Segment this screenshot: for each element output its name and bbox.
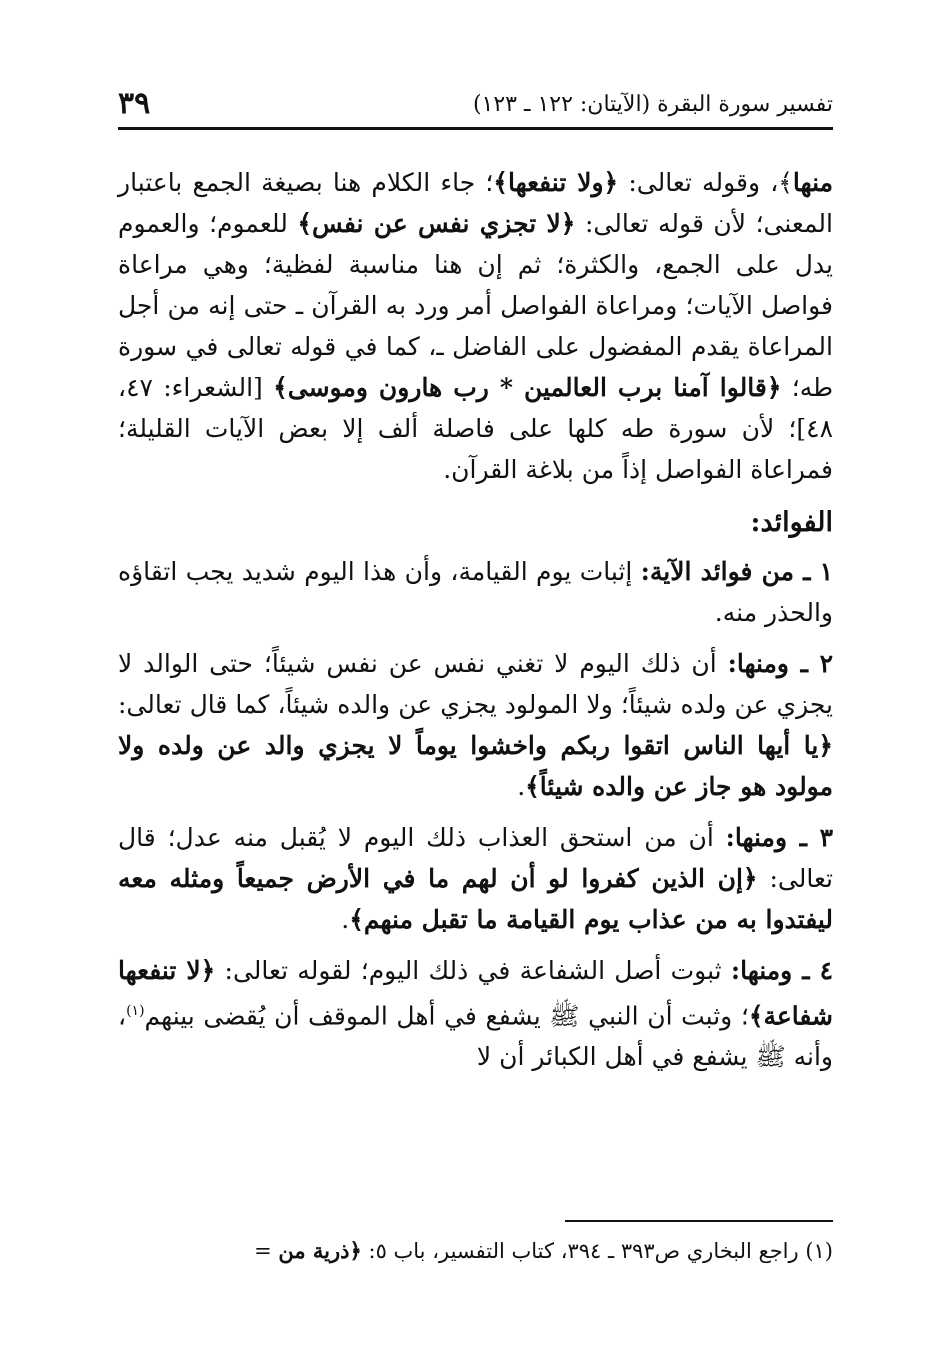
benefit-text: إثبات يوم القيامة، وأن هذا اليوم شديد يجب اتقاؤه والحذر منه.	[118, 557, 833, 627]
benefit-text: أن من استحق العذاب ذلك اليوم لا يُقبل منه عدل؛ قال تعالى:	[118, 823, 833, 893]
benefit-item-4	[118, 950, 833, 1077]
section-heading: الفوائد:	[750, 507, 833, 538]
benefit-lead: ٣ ـ ومنها:	[725, 823, 833, 852]
verse-quote: ﴿إن الذين كفروا لو أن لهم ما في الأرض جميعاً ومثله معه ليفتدوا به من عذاب يوم القيامة ما تقبل منهم﴾	[118, 864, 833, 934]
footnote-continuation: =	[254, 1239, 279, 1263]
footnote	[118, 1236, 833, 1266]
benefit-text: ؛ وثبت أن النبي ﷺ يشفع في أهل الموقف أن يُقضى بينهم	[144, 1001, 749, 1031]
verse-quote: ﴿ولا تنفعها﴾	[493, 168, 619, 197]
footnote-verse: ﴿ذرية من	[278, 1238, 362, 1263]
footnote-text: (١) راجع البخاري ص٣٩٣ ـ ٣٩٤، كتاب التفسير، باب ٥:	[361, 1239, 833, 1263]
verse-quote: ﴿يا أيها الناس اتقوا ربكم واخشوا يوماً لا يجزي والد عن ولده ولا مولود هو جاز عن والده شيئاً﴾	[118, 731, 833, 801]
page-body	[118, 162, 833, 1077]
intro-text: ؛ جاء الكلام هنا بصيغة الجمع باعتبار المعنى؛ لأن قوله تعالى:	[118, 168, 833, 238]
page-number: ٣٩	[118, 86, 151, 121]
verse-quote: ﴿لا تنفعها شفاعة﴾	[118, 956, 833, 1031]
header-title: تفسير سورة البقرة (الآيتان: ١٢٢ ـ ١٢٣)	[472, 92, 833, 117]
benefit-item-3	[118, 817, 833, 940]
footnote-rule	[565, 1220, 833, 1222]
verse-quote: ﴿لا تجزي نفس عن نفس﴾	[297, 209, 576, 238]
verse-quote: ﴿قالوا آمنا برب العالمين * رب هارون وموسى﴾	[273, 373, 782, 402]
footnote-ref: (١)	[126, 1003, 145, 1019]
running-header	[118, 86, 833, 126]
intro-text: ﴾، وقوله تعالى:	[618, 168, 793, 197]
intro-paragraph	[118, 162, 833, 490]
benefit-item-1	[118, 551, 833, 633]
benefit-item-2	[118, 643, 833, 807]
benefit-end: .	[341, 905, 350, 934]
benefit-lead: ١ ـ من فوائد الآية:	[640, 557, 833, 586]
intro-text: للعموم؛ والعموم يدل على الجمع، والكثرة؛ ثم إن هنا مناسبة لفظية؛ وهي مراعاة فواصل الآيات؛ ومراعاة الفواصل أمر ورد به القرآن ـ حتى إنه من أجل المراعاة يقدم المفضول على الفاضل ـ، كما في قوله تعالى في سورة طه؛	[118, 209, 834, 402]
intro-text: [الشعراء: ٤٧، ٤٨]؛ لأن سورة طه كلها على فاصلة ألف إلا بعض الآيات القليلة؛ فمراعاة الفواصل إذاً من بلاغة القرآن.	[118, 373, 833, 484]
header-rule	[118, 127, 833, 130]
benefit-text: أن ذلك اليوم لا تغني نفس عن نفس شيئاً؛ حتى الوالد لا يجزي عن ولده شيئاً؛ ولا المولود يجزي عن والده شيئاً، كما قال تعالى:	[118, 649, 833, 719]
benefit-lead: ٢ ـ ومنها:	[727, 649, 834, 678]
benefit-lead: ٤ ـ ومنها:	[730, 956, 834, 985]
benefit-end: .	[517, 772, 526, 801]
benefit-text: ، وأنه ﷺ يشفع في أهل الكبائر أن لا	[118, 1001, 833, 1072]
verse-fragment: منها	[792, 168, 833, 197]
benefit-text: ثبوت أصل الشفاعة في ذلك اليوم؛ لقوله تعالى:	[215, 956, 731, 985]
